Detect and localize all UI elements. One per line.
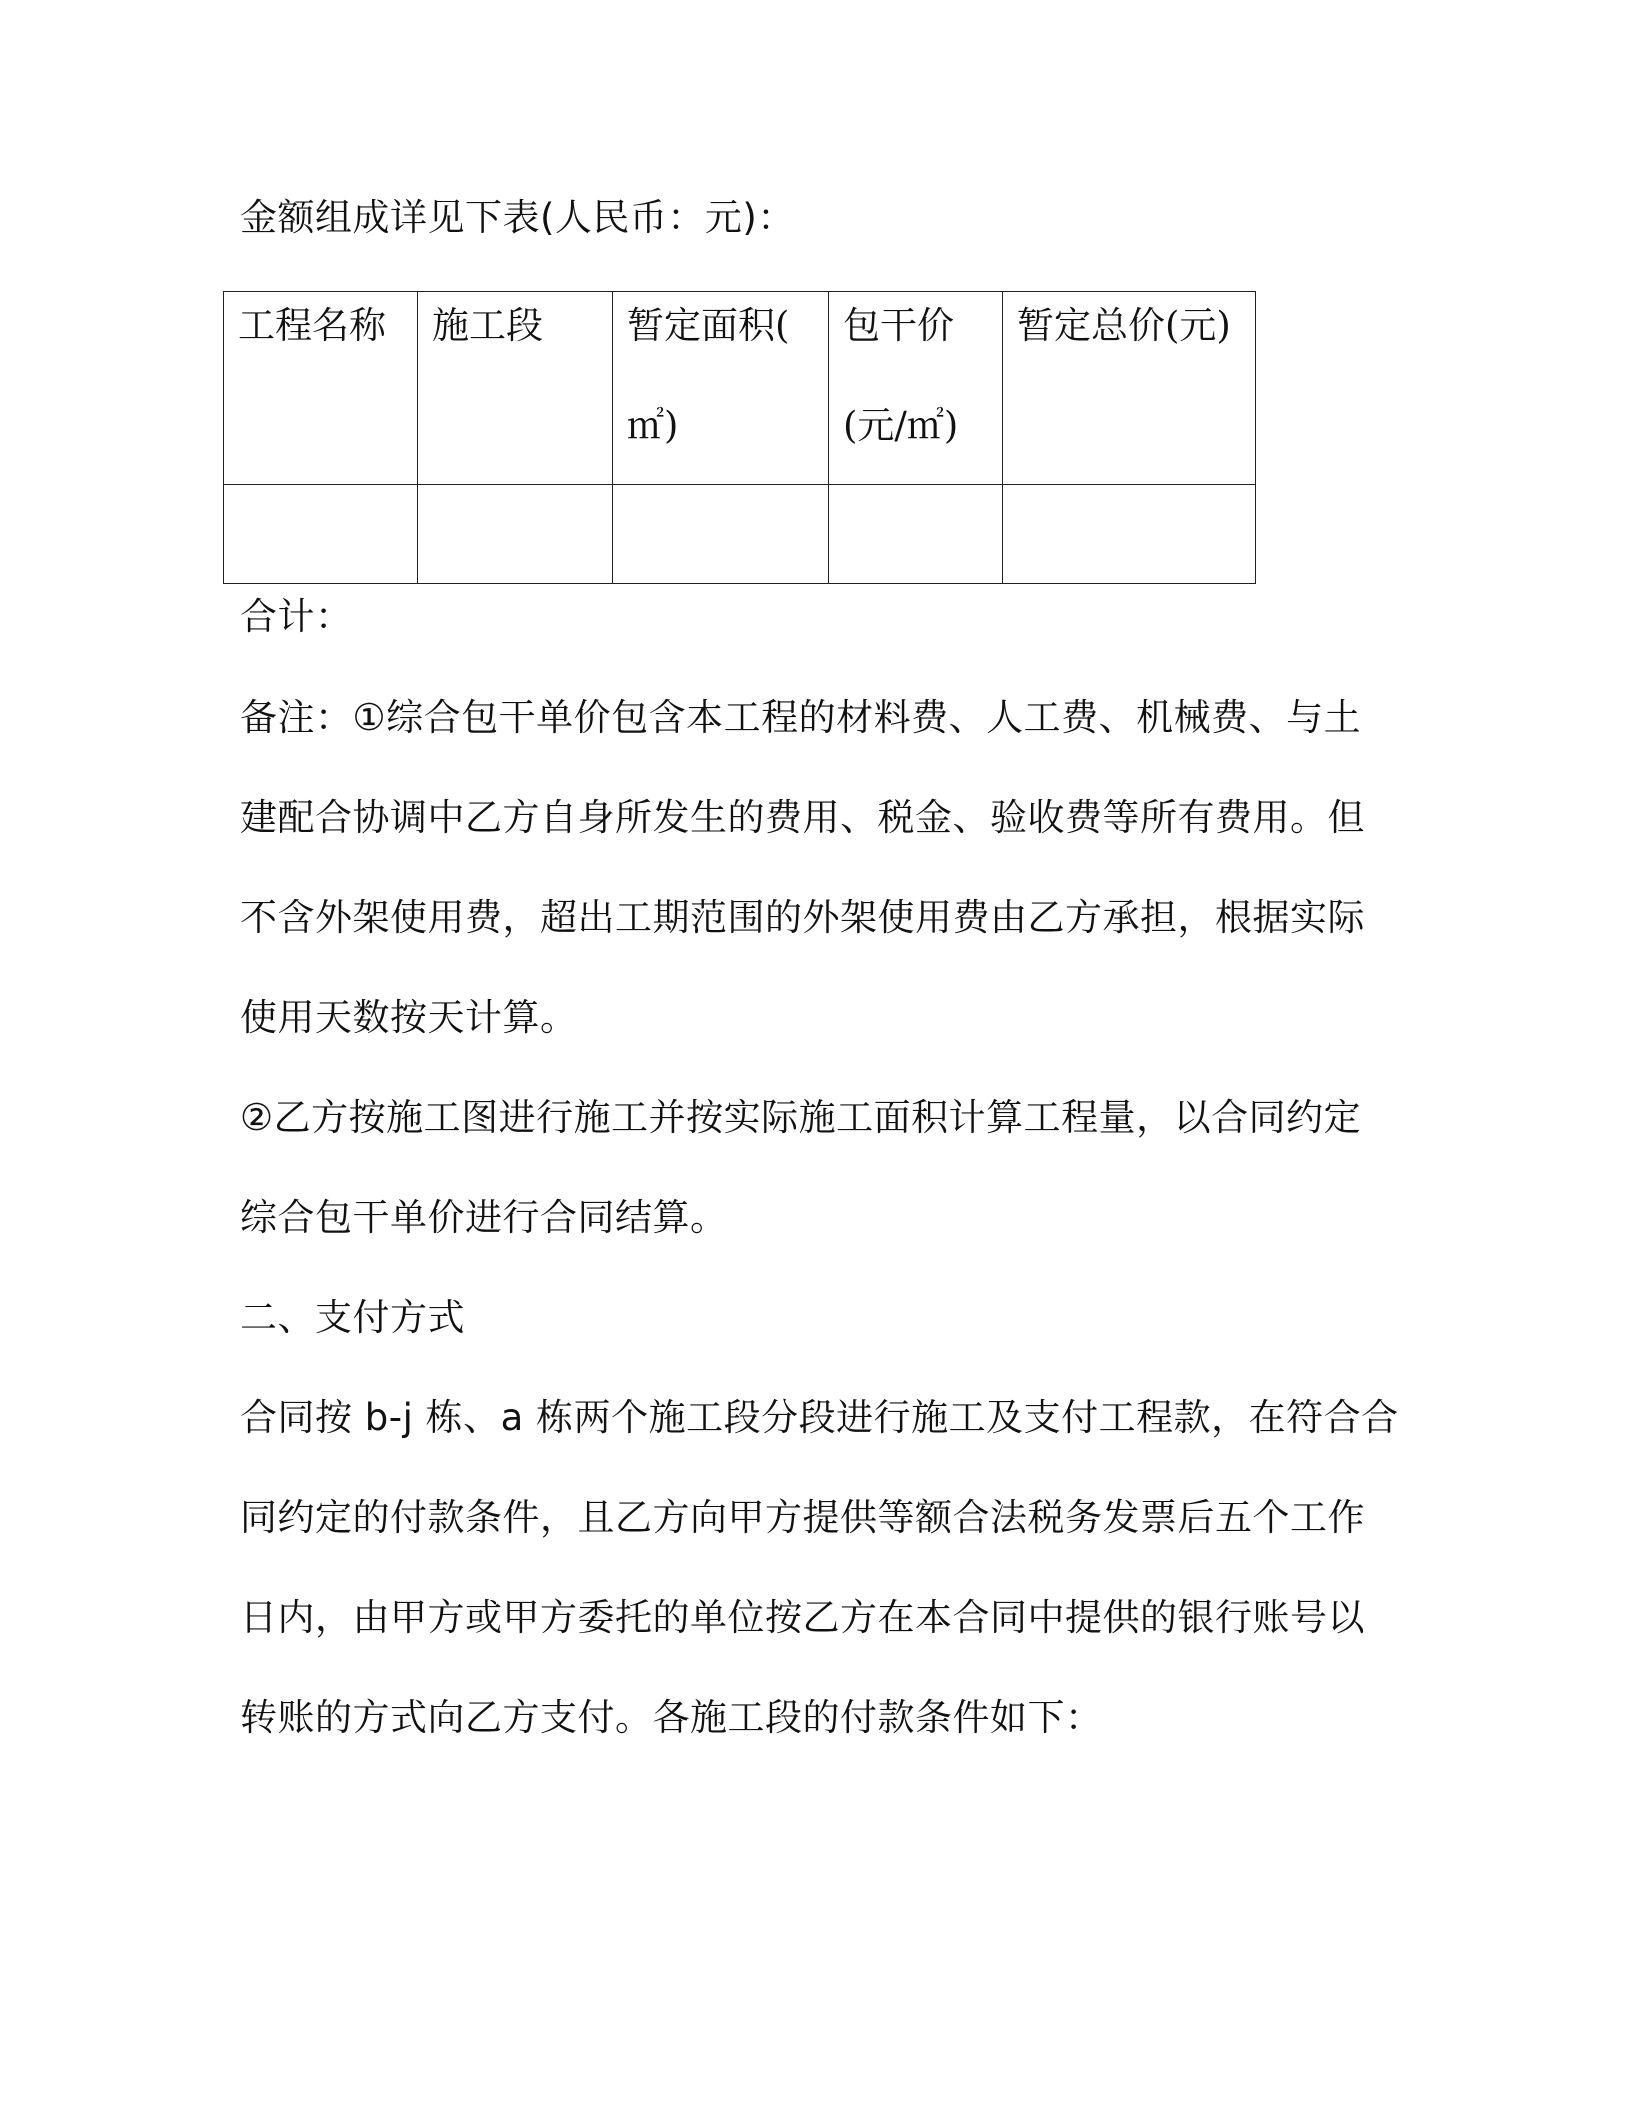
note-line: ②乙方按施工图进行施工并按实际施工面积计算工程量，以合同约定 — [240, 1096, 1362, 1139]
header-construction-section: 施工段 — [418, 292, 613, 485]
header-lump-sum-price: 包干价 (元/㎡) — [829, 292, 1003, 485]
header-project-name: 工程名称 — [224, 292, 418, 485]
payment-line: 日内，由甲方或甲方委托的单位按乙方在本合同中提供的银行账号以 — [240, 1596, 1365, 1639]
table-cell — [829, 485, 1003, 584]
note-line: 综合包干单价进行合同结算。 — [240, 1196, 728, 1239]
note-line: 使用天数按天计算。 — [240, 996, 578, 1039]
table-cell — [613, 485, 829, 584]
note-line: 不含外架使用费，超出工期范围的外架使用费由乙方承担，根据实际 — [240, 896, 1365, 939]
table-cell — [418, 485, 613, 584]
header-provisional-area: 暂定面积( ㎡) — [613, 292, 829, 485]
payment-line: 合同按 b-j 栋、a 栋两个施工段分段进行施工及支付工程款，在符合合 — [240, 1396, 1399, 1439]
table-cell — [224, 485, 418, 584]
header-provisional-total: 暂定总价(元) — [1003, 292, 1256, 485]
payment-line: 同约定的付款条件，且乙方向甲方提供等额合法税务发票后五个工作 — [240, 1496, 1365, 1539]
note-line: 备注：①综合包干单价包含本工程的材料费、人工费、机械费、与土 — [240, 696, 1362, 739]
section-title: 二、支付方式 — [240, 1296, 465, 1339]
table-row — [224, 485, 1256, 584]
table-header-row — [224, 292, 1256, 485]
note-line: 建配合协调中乙方自身所发生的费用、税金、验收费等所有费用。但 — [240, 796, 1365, 839]
amount-table — [223, 291, 1256, 584]
total-label: 合计： — [240, 595, 353, 638]
payment-line: 转账的方式向乙方支付。各施工段的付款条件如下： — [240, 1696, 1103, 1739]
table-cell — [1003, 485, 1256, 584]
amount-intro: 金额组成详见下表(人民币：元)： — [240, 196, 795, 239]
